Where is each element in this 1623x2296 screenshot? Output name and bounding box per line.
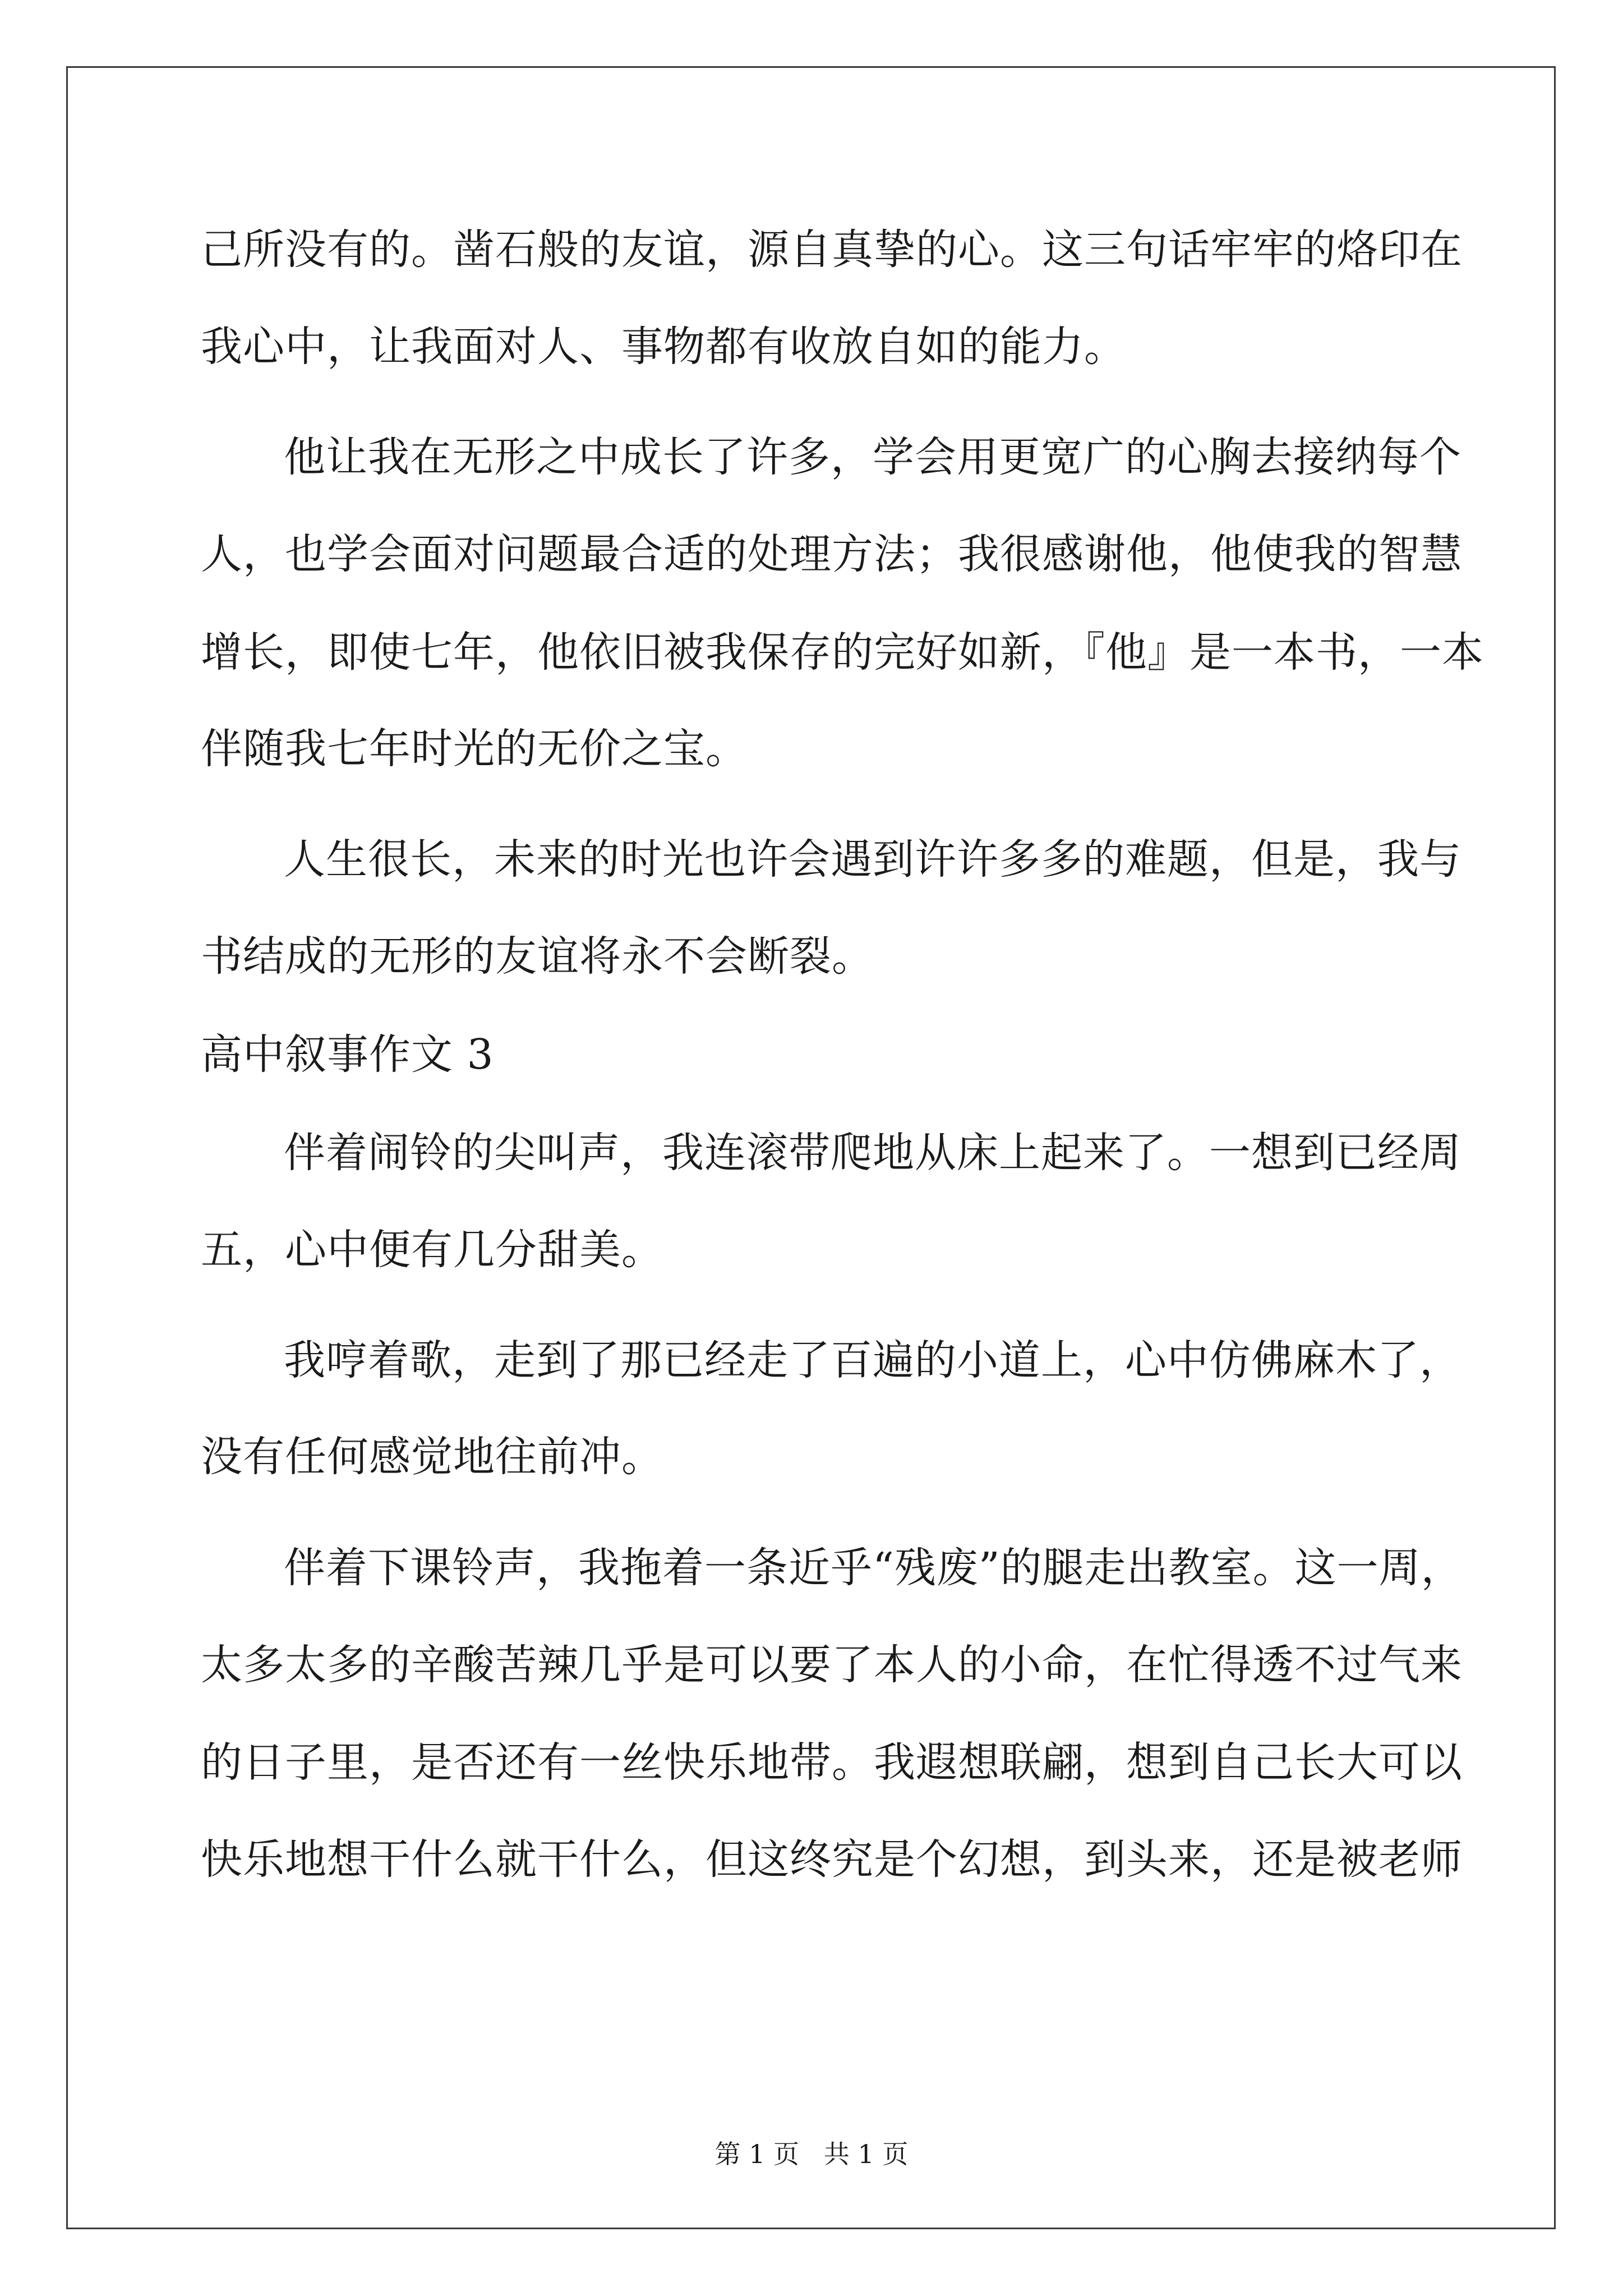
text-line: 快乐地想干什么就干什么，但这终究是个幻想，到头来，还是被老师 [201,1835,1463,1884]
text-line: 人，也学会面对问题最合适的处理方法；我很感谢他，他使我的智慧 [201,530,1463,578]
text-line: 我心中，让我面对人、事物都有收放自如的能力。 [201,323,1126,371]
text-line: 太多太多的辛酸苦辣几乎是可以要了本人的小命，在忙得透不过气来 [201,1641,1463,1689]
text-line: 五，心中便有几分甜美。 [201,1226,663,1274]
page-footer: 第 1 页 共 1 页 [714,2139,909,2169]
paragraph-first-line: 他让我在无形之中成长了许多，学会用更宽广的心胸去接纳每个 [284,433,1461,481]
paragraph-first-line: 伴着下课铃声，我拖着一条近乎“残废”的腿走出教室。这一周， [284,1544,1463,1592]
paragraph-first-line: 我哼着歌，走到了那已经走了百遍的小道上，心中仿佛麻木了， [284,1336,1461,1384]
text-line: 的日子里，是否还有一丝快乐地带。我遐想联翩，想到自己长大可以 [201,1738,1463,1787]
text-line: 没有任何感觉地往前冲。 [201,1433,663,1481]
paragraph-first-line: 人生很长，未来的时光也许会遇到许许多多的难题，但是，我与 [284,835,1461,884]
section-heading: 高中叙事作文 3 [201,1030,494,1079]
text-line: 己所没有的。凿石般的友谊，源自真挚的心。这三句话牢牢的烙印在 [201,226,1463,274]
text-line: 伴随我七年时光的无价之宝。 [201,725,748,773]
text-line: 增长，即使七年，他依旧被我保存的完好如新，『他』是一本书，一本 [201,628,1484,677]
paragraph-first-line: 伴着闹铃的尖叫声，我连滚带爬地从床上起来了。一想到已经周 [284,1129,1461,1177]
text-line: 书结成的无形的友谊将永不会断裂。 [201,932,874,981]
